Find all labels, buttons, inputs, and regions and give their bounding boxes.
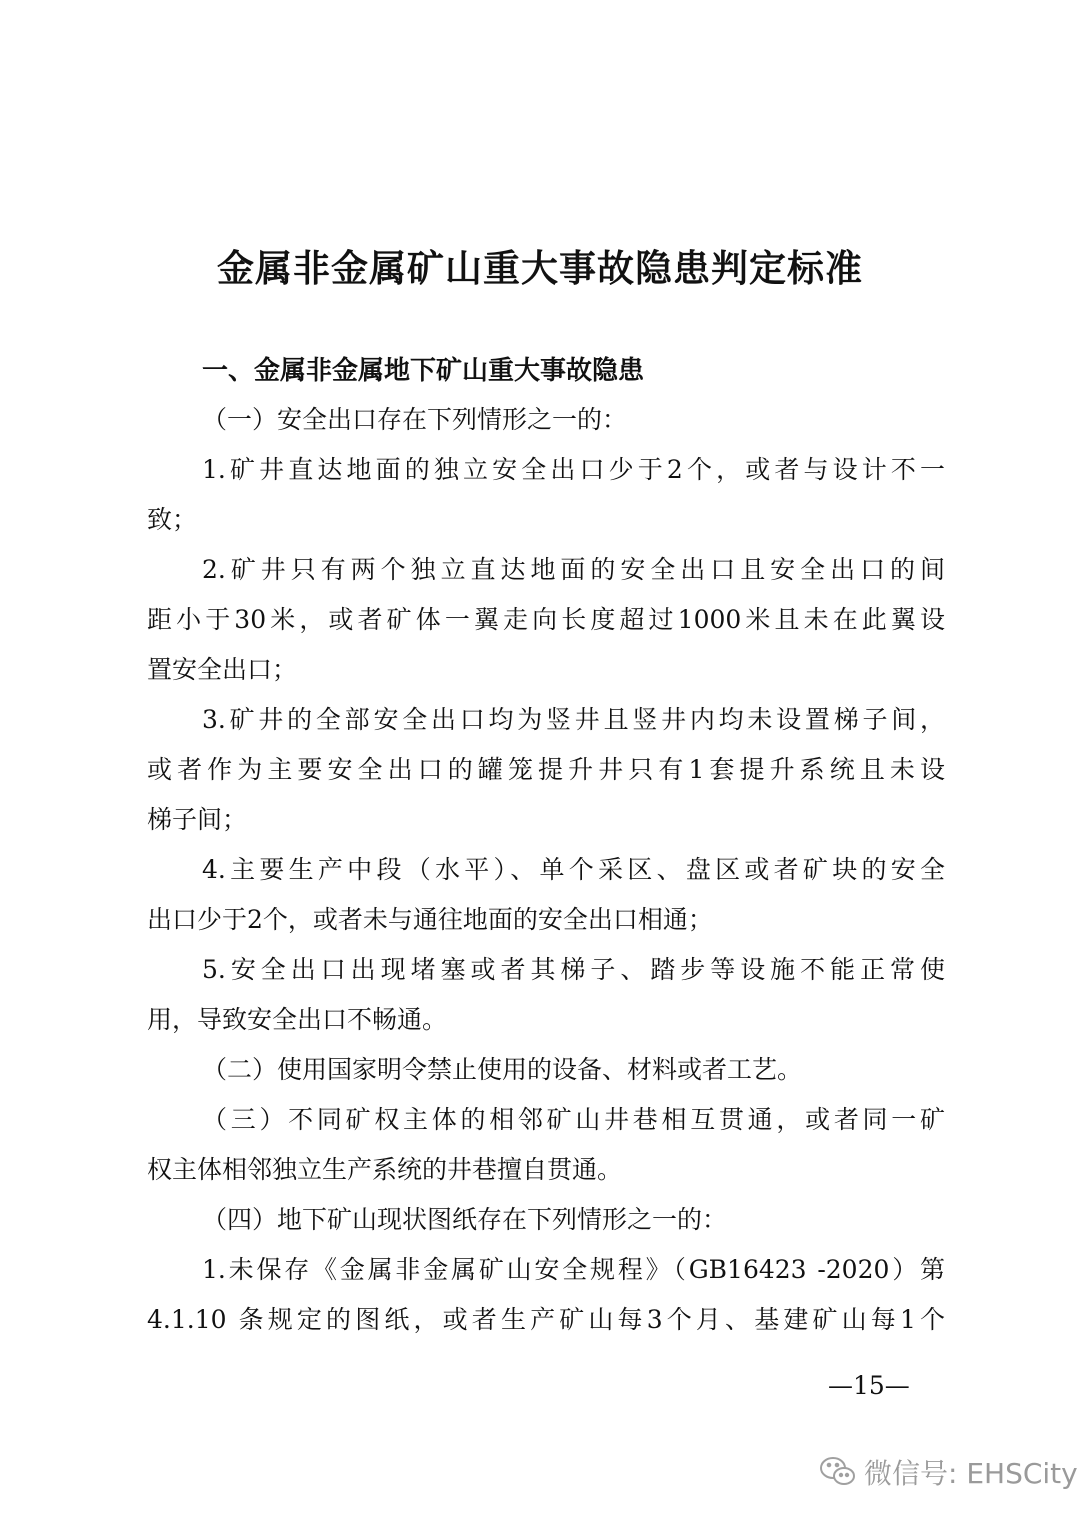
document-title: 金属非金属矿山重大事故隐患判定标准: [217, 246, 863, 290]
wechat-icon: [818, 1454, 858, 1490]
text-line: 用，导致安全出口不畅通。: [147, 1005, 448, 1034]
text-line: 出口少于2个，或者未与通往地面的安全出口相通；: [147, 905, 713, 934]
text-line: 1.矿井直达地面的独立安全出口少于2个，或者与设计不一: [202, 455, 945, 484]
document-body: [147, 347, 945, 1345]
watermark-text: 微信号: EHSCity: [864, 1457, 1078, 1490]
text-line: 2.矿井只有两个独立直达地面的安全出口且安全出口的间: [202, 555, 945, 584]
text-line: 5.安全出口出现堵塞或者其梯子、踏步等设施不能正常使: [202, 955, 945, 984]
text-line: 4.1.10 条规定的图纸，或者生产矿山每3个月、基建矿山每1个: [147, 1305, 945, 1334]
section-heading: 一、金属非金属地下矿山重大事故隐患: [202, 356, 645, 386]
text-line: 3.矿井的全部安全出口均为竖井且竖井内均未设置梯子间，: [202, 705, 945, 734]
text-line: （四）地下矿山现状图纸存在下列情形之一的：: [202, 1205, 728, 1234]
watermark: [818, 1452, 1078, 1492]
text-line: 4.主要生产中段（水平）、单个采区、盘区或者矿块的安全: [202, 855, 945, 884]
text-line: 致；: [147, 505, 198, 534]
text-line: 1.未保存《金属非金属矿山安全规程》（GB16423 -2020）第: [202, 1255, 945, 1284]
text-line: 置安全出口；: [147, 655, 298, 684]
text-line: 距小于30米，或者矿体一翼走向长度超过1000米且未在此翼设: [147, 605, 945, 634]
text-line: （一）安全出口存在下列情形之一的：: [202, 405, 628, 434]
text-line: （二）使用国家明令禁止使用的设备、材料或者工艺。: [202, 1055, 803, 1084]
text-line: 或者作为主要安全出口的罐笼提升井只有1套提升系统且未设: [147, 755, 945, 784]
text-line: 梯子间；: [147, 805, 248, 834]
text-line: （三）不同矿权主体的相邻矿山井巷相互贯通，或者同一矿: [202, 1105, 945, 1134]
text-line: 权主体相邻独立生产系统的井巷擅自贯通。: [147, 1155, 623, 1184]
page-number: —15—: [828, 1371, 910, 1400]
